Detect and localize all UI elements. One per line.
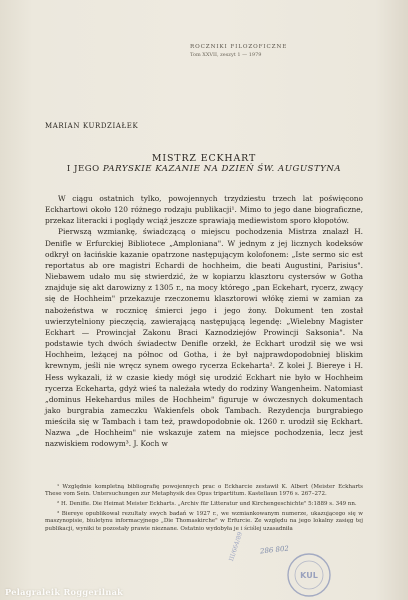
author-name: MARIAN KURDZIAŁEK (45, 122, 139, 130)
stamp-label: KUL (300, 571, 318, 580)
footnotes (45, 484, 363, 535)
inventory-note: III/664/89 (228, 531, 245, 563)
subtitle-italic: PARYSKIE KAZANIE NA DZIEŃ ŚW. AUGUSTYNA (102, 164, 342, 174)
footnote: ² H. Denifle. Die Heimat Meister Eckharts. „Archiv für Litteratur und Kirchengeschichte" 5:1889 s. 349 nn. (57, 501, 357, 508)
footnote: ³ Biereye opublikował rezultaty swych badań w 1927 r., we wzmiankowanym numerze, ukazującego się w maszynopisie, biuletynu informacyjnego „Die Thomaskirche" w Erfurcie. Ze względu na jego lokalny zasięg tej publikacji, wyniki te pozostały prawie nieznane. Ostatnio wydobyła je i ściślej uzasadniła (45, 510, 363, 532)
paper-title: MISTRZ ECKHART (151, 153, 257, 164)
body-paragraph: Pierwszą wzmiankę, świadczącą o miejscu pochodzenia Mistrza znalazł H. Denifle w Erfurckiej Bibliotece „Amploniana". W jednym z jej licznych kodeksów odkrył on łacińskie kazanie opatrzone następującym kolofonem: „Iste sermo sic est reportatus ab ore magistri Echardi de hochheim, die beati Augustini, Parisius". Niebawem udało mu się stwierdzić, że w kopiarzu klasztoru cystersów w Gotha znajduje się akt darowizny z 1305 r., na mocy którego „pan Eckehart, rycerz, zwący się de Hochheim" przekazuje rzeczonemu klasztorowi włókę ziemi w zamian za nabożeństwa w rocznicę śmierci jego i jego żony. Dokument ten został uwierzytelniony pieczęcią, zawierającą następującą legendę: „Wielebny Magister Eckhart — Prowincjał Zakonu Braci Kaznodziejów Prowincji Saksonia". Na podstawie tych dwóch świadectw Denifle orzekł, że Eckhart urodził się we wsi Hochheim, leżącej na północ od Gotha, i że był najprawdopodobniej bliskim krewnym, jeśli nie wręcz synem owego rycerza Eckeharta². Z kolei J. Biereye i H. Hess wykazali, iż w czasie kiedy mógł się urodzić Eckhart nie było w Hochheim rycerza Eckeharta, gdyż wieś ta należała wtedy do rodziny Wangenheim. Natomiast „dominus Hekehardus miles de Hochheim" figuruje w ówczesnych dokumentach jako burgrabia zameczku Wakienfels obok Tambach. Rezydencja burgrabiego mieściła się w Tambach i tam też, prawdopodobnie ok. 1260 r. urodził się Eckhart. Nazwa „de Hochheim" nie wskazuje zatem na miejsce pochodzenia, lecz jest nazwiskiem rodowym³. J. Koch w (45, 227, 363, 449)
library-stamp-icon (285, 551, 333, 599)
handwritten-number: 286 802 (259, 544, 290, 556)
journal-issue: Tom XXVII, zeszyt 1 — 1979 (190, 52, 262, 58)
journal-name: ROCZNIKI FILOZOFICZNE (190, 44, 288, 50)
subtitle-prefix: I JEGO (66, 164, 103, 174)
body-text (45, 193, 363, 450)
watermark: Pelagraleik Roggerilnak (5, 587, 124, 597)
body-paragraph: W ciągu ostatnich tylko, powojennych trzydziestu trzech lat poświęcono Eckhartowi około 120 różnego rodzaju publikacji¹. Mimo to jego dane biograficzne, przekaz literacki i poglądy wciąż jeszcze sprawiają mediewistom sporo kłopotów. (45, 194, 363, 226)
footnote: ¹ Względnie kompletną bibliografię powojennych prac o Eckharcie zestawił K. Albert (Meister Eckharts These vom Sein. Untersuchungen zur Metaphysik des Opus tripartitum. Kastellaun 1976 s. 267–272. (45, 484, 363, 498)
paper-subtitle (0, 164, 408, 174)
